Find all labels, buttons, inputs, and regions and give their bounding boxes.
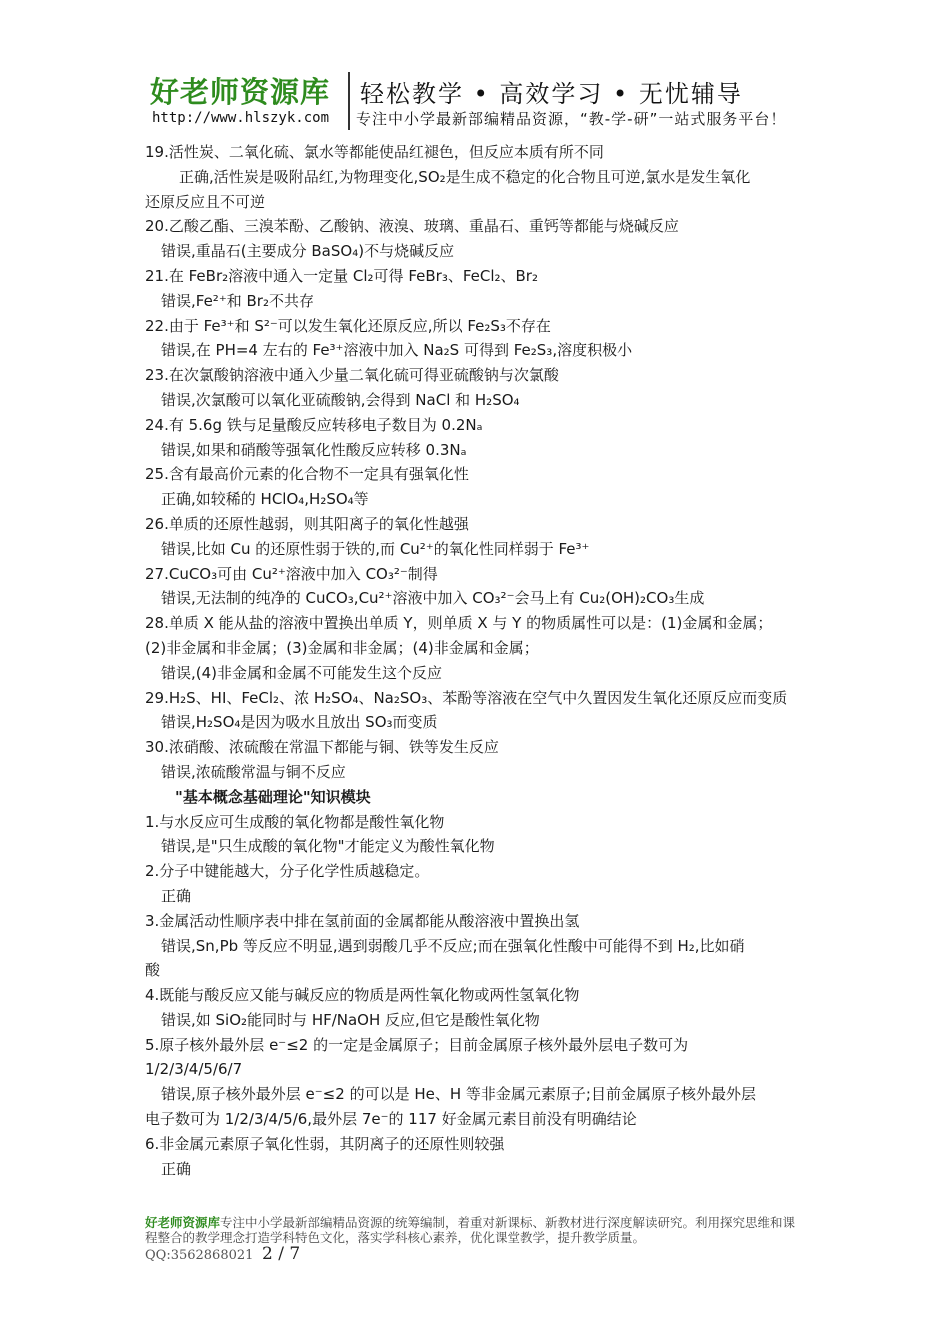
page-footer: [145, 1215, 805, 1245]
text-line: 错误,(4)非金属和金属不可能发生这个反应: [161, 663, 443, 682]
text-line: 错误,重晶石(主要成分 BaSO₄)不与烧碱反应: [161, 242, 455, 261]
text-line: 22.由于 Fe³⁺和 S²⁻可以发生氧化还原反应,所以 Fe₂S₃不存在: [145, 316, 551, 335]
text-line: 错误,原子核外最外层 e⁻≤2 的可以是 He、H 等非金属元素原子;目前金属原子核外最外层: [161, 1085, 756, 1104]
brand-logo-text: 好老师资源库: [150, 75, 331, 109]
page-number: 2 / 7: [262, 1244, 301, 1264]
text-line: 21.在 FeBr₂溶液中通入一定量 Cl₂可得 FeBr₃、FeCl₂、Br₂: [145, 266, 538, 285]
header-tagline: 专注中小学最新部编精品资源，“教-学-研”一站式服务平台！: [356, 110, 787, 128]
text-line: 24.有 5.6g 铁与足量酸反应转移电子数目为 0.2Nₐ: [145, 415, 483, 434]
text-line: 正确,活性炭是吸附品红,为物理变化,SO₂是生成不稳定的化合物且可逆,氯水是发生氧化: [179, 167, 751, 186]
text-line: 3.金属活动性顺序表中排在氢前面的金属都能从酸溶液中置换出氢: [145, 911, 580, 930]
text-line: 错误,Sn,Pb 等反应不明显,遇到弱酸几乎不反应;而在强氧化性酸中可能得不到 H₂,比如硝: [161, 936, 745, 955]
text-line: 1/2/3/4/5/6/7: [145, 1060, 243, 1079]
header-slogan: 轻松教学 • 高效学习 • 无忧辅导: [360, 80, 743, 108]
text-line: 27.CuCO₃可由 Cu²⁺溶液中加入 CO₃²⁻制得: [145, 564, 438, 583]
text-line: 错误,H₂SO₄是因为吸水且放出 SO₃而变质: [161, 713, 438, 732]
footer-brand: 好老师资源库: [145, 1215, 221, 1230]
text-line: 酸: [145, 961, 161, 980]
header-url[interactable]: http://www.hlszyk.com: [152, 110, 330, 126]
text-line: 错误,如 SiO₂能同时与 HF/NaOH 反应,但它是酸性氧化物: [161, 1010, 540, 1029]
header-divider: [348, 72, 350, 130]
text-line: 电子数可为 1/2/3/4/5/6,最外层 7e⁻的 117 好金属元素目前没有明确结论: [145, 1110, 637, 1129]
text-line: 错误,比如 Cu 的还原性弱于铁的,而 Cu²⁺的氧化性同样弱于 Fe³⁺: [161, 539, 590, 558]
text-line: (2)非金属和非金属；(3)金属和非金属；(4)非金属和金属；: [145, 638, 539, 657]
text-line: 19.活性炭、二氧化硫、氯水等都能使品红褪色，但反应本质有所不同: [145, 143, 604, 161]
text-line: 错误,次氯酸可以氧化亚硫酸钠,会得到 NaCl 和 H₂SO₄: [161, 390, 520, 409]
text-line: 错误,如果和硝酸等强氧化性酸反应转移 0.3Nₐ: [161, 440, 467, 459]
text-line: 错误,无法制的纯净的 CuCO₃,Cu²⁺溶液中加入 CO₃²⁻会马上有 Cu₂(OH)₂CO₃生成: [161, 589, 705, 608]
text-line: 26.单质的还原性越弱，则其阳离子的氧化性越强: [145, 514, 469, 533]
text-line: 正确: [161, 1159, 192, 1178]
text-line: 29.H₂S、HI、FeCl₂、浓 H₂SO₄、Na₂SO₃、苯酚等溶液在空气中久置因发生氧化还原反应而变质: [145, 688, 788, 707]
page-header: [150, 70, 910, 132]
text-line: 6.非金属元素原子氧化性弱，其阴离子的还原性则较强: [145, 1134, 505, 1153]
text-line: "基本概念基础理论"知识模块: [175, 787, 371, 806]
text-line: 错误,Fe²⁺和 Br₂不共存: [161, 291, 314, 310]
text-line: 5.原子核外最外层 e⁻≤2 的一定是金属原子；目前金属原子核外最外层电子数可为: [145, 1035, 689, 1054]
footer-text: 专注中小学最新部编精品资源的统筹编制，着重对新课标、新教材进行深度解读研究。利用探究思维和课程整合的教学理念打造学科特色文化，落实学科核心素养，优化课堂教学，提升教学质量。: [145, 1215, 796, 1245]
text-line: 错误,是"只生成酸的氧化物"才能定义为酸性氧化物: [161, 837, 495, 856]
footer-qq: QQ:3562868021: [145, 1248, 254, 1263]
text-line: 23.在次氯酸钠溶液中通入少量二氧化硫可得亚硫酸钠与次氯酸: [145, 366, 559, 385]
document-body: [145, 140, 815, 1181]
text-line: 错误,在 PH=4 左右的 Fe³⁺溶液中加入 Na₂S 可得到 Fe₂S₃,溶度积极小: [161, 341, 633, 360]
text-line: 正确: [161, 886, 192, 905]
text-line: 正确,如较稀的 HClO₄,H₂SO₄等: [161, 490, 369, 509]
text-line: 30.浓硝酸、浓硫酸在常温下都能与铜、铁等发生反应: [145, 738, 499, 757]
text-line: 2.分子中键能越大，分子化学性质越稳定。: [145, 862, 430, 881]
text-line: 25.含有最高价元素的化合物不一定具有强氧化性: [145, 465, 469, 484]
text-line: 28.单质 X 能从盐的溶液中置换出单质 Y，则单质 X 与 Y 的物质属性可以是：(1)金属和金属；: [145, 614, 773, 633]
text-line: 1.与水反应可生成酸的氧化物都是酸性氧化物: [145, 812, 445, 831]
text-line: 4.既能与酸反应又能与碱反应的物质是两性氧化物或两性氢氧化物: [145, 986, 580, 1005]
text-line: 错误,浓硫酸常温与铜不反应: [161, 762, 346, 781]
text-line: 20.乙酸乙酯、三溴苯酚、乙酸钠、液溴、玻璃、重晶石、重钙等都能与烧碱反应: [145, 217, 679, 236]
text-line: 还原反应且不可逆: [145, 192, 266, 211]
